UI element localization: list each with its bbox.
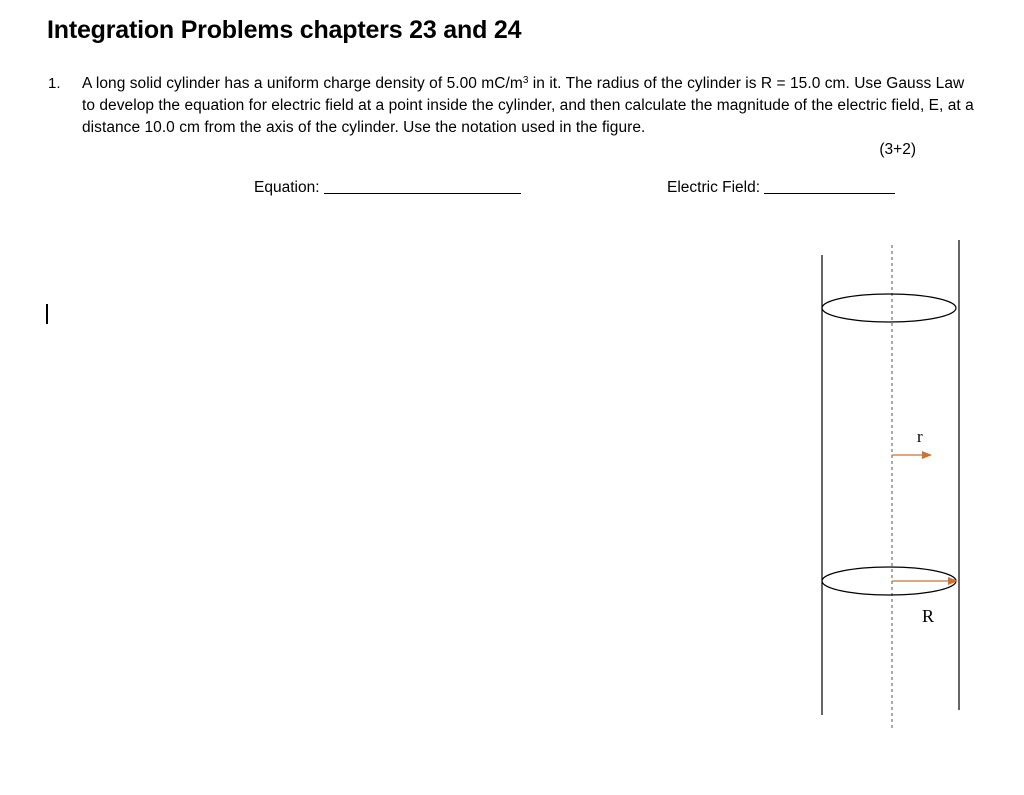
question-number: 1. — [48, 75, 61, 92]
equation-field — [254, 177, 521, 199]
equation-answer-line[interactable] — [324, 179, 521, 194]
electric-field-field — [667, 177, 895, 199]
electric-field-answer-line[interactable] — [764, 179, 895, 194]
question-text-superscript: 3 — [522, 75, 529, 86]
question-text-part-1: A long solid cylinder has a uniform charge density of 5.00 mC/m — [82, 75, 523, 92]
page-title: Integration Problems chapters 23 and 24 — [47, 16, 522, 44]
electric-field-label: Electric Field: — [667, 179, 761, 196]
cylinder-figure — [812, 235, 972, 735]
radius-R-label: R — [922, 606, 935, 626]
question-text — [82, 73, 974, 139]
radius-r-label: r — [917, 427, 923, 446]
equation-label: Equation: — [254, 179, 320, 196]
cylinder-diagram — [812, 235, 972, 735]
text-cursor — [46, 304, 48, 324]
question-text-part-2: in it. The radius of the cylinder is R = 15.0 cm. Use Gauss Law to develop the equation for electric field at a point inside the cylinder, and then calculate the magnitude of the electric field, E, at a distance 10.0 cm from the axis of the cylinder. Use the notation used in the figure. — [82, 75, 974, 136]
cylinder-top-ellipse — [822, 294, 956, 322]
question-marks: (3+2) — [879, 141, 916, 158]
